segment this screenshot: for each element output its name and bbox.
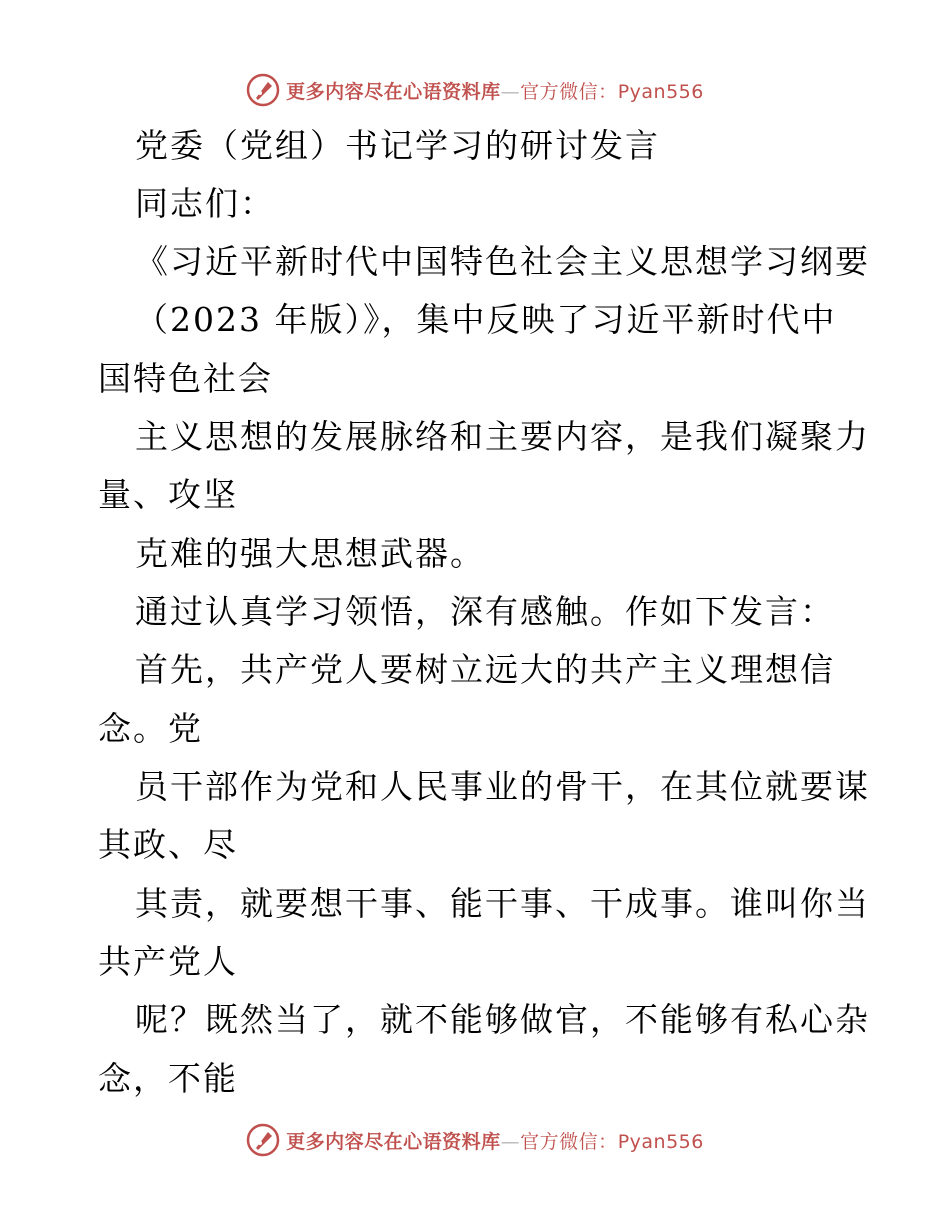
body-line: 首先，共产党人要树立远大的共产主义理想信	[135, 650, 835, 689]
body-line: 主义思想的发展脉络和主要内容，是我们凝聚力	[135, 417, 870, 456]
watermark-wechat-label: 官方微信：	[520, 80, 618, 103]
body-line: （2023 年版）》，集中反映了习近平新时代中	[135, 300, 837, 339]
body-line: 员干部作为党和人民事业的骨干，在其位就要谋	[135, 767, 870, 806]
watermark-separator: —	[500, 1130, 521, 1153]
watermark-wechat-label: 官方微信：	[520, 1130, 618, 1153]
body-line: 共产党人	[98, 942, 238, 981]
watermark-main-text: 更多内容尽在心语资料库	[286, 1130, 501, 1153]
body-line: 《习近平新时代中国特色社会主义思想学习纲要	[135, 242, 870, 281]
body-line: 念，不能	[98, 1059, 238, 1098]
body-line: 其政、尽	[98, 825, 238, 864]
watermark-separator: —	[500, 80, 521, 103]
watermark-wechat-id: Pyan556	[617, 1130, 704, 1153]
document-title: 党委（党组）书记学习的研讨发言	[135, 126, 660, 165]
body-line: 其责，就要想干事、能干事、干成事。谁叫你当	[135, 884, 870, 923]
pen-nib-logo-icon	[246, 1123, 280, 1157]
body-line: 国特色社会	[98, 359, 273, 398]
greeting-line: 同志们：	[135, 184, 275, 223]
body-line: 通过认真学习领悟，深有感触。作如下发言：	[135, 592, 835, 631]
watermark-main-text: 更多内容尽在心语资料库	[286, 80, 501, 103]
watermark-wechat-id: Pyan556	[617, 80, 704, 103]
body-line: 念。党	[98, 709, 203, 748]
body-line: 量、攻坚	[98, 475, 238, 514]
header-watermark	[0, 70, 950, 110]
body-line: 呢？既然当了，就不能够做官，不能够有私心杂	[135, 1000, 870, 1039]
pen-nib-logo-icon	[246, 73, 280, 107]
body-line: 克难的强大思想武器。	[135, 534, 485, 573]
footer-watermark	[0, 1120, 950, 1160]
